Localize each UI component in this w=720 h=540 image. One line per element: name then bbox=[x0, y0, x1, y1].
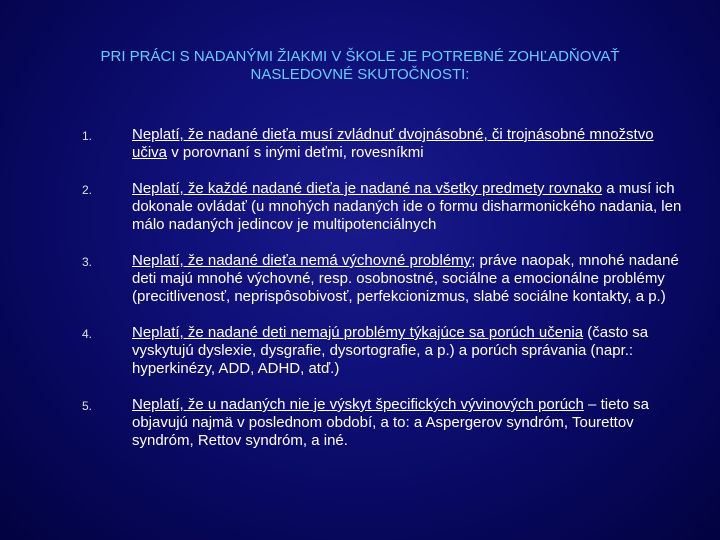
list-item-lead: Neplatí, že nadané dieťa nemá výchovné problémy bbox=[132, 252, 472, 269]
slide-title-line-2: NASLEDOVNÉ SKUTOČNOSTI: bbox=[250, 66, 470, 83]
list-item-text: – tieto sa objavujú najmä v poslednom období, a to: a Aspergerov syndróm, Tourettov syndróm, Rettov syndróm, a iné. bbox=[132, 396, 649, 449]
list-item-text: (často sa vyskytujú dyslexie, dysgrafie, dysortografie, a p.) a porúch správania (napr.: hyperkinézy, ADD, ADHD, atď.) bbox=[132, 324, 649, 377]
list-item-text: v porovnaní s inými deťmi, rovesníkmi bbox=[167, 144, 424, 161]
list-item-number: 1. bbox=[82, 129, 93, 143]
list-item-lead: Neplatí, že u nadaných nie je výskyt špecifických vývinových porúch bbox=[132, 396, 584, 413]
slide-title-line-1: PRI PRÁCI S NADANÝMI ŽIAKMI V ŠKOLE JE POTREBNÉ ZOHĽADŇOVAŤ bbox=[100, 48, 620, 65]
list-item bbox=[82, 396, 682, 450]
list-item bbox=[82, 126, 682, 162]
list-item-text: ; práve naopak, mnohé nadané deti majú mnohé výchovné, resp. osobnostné, sociálne a emocionálne problémy (precitlivenosť, neprispôsobivosť, perfekcionizmus, slabé sociálne kontakty, a p.) bbox=[132, 252, 679, 305]
list-item-number: 3. bbox=[82, 255, 93, 269]
slide-title bbox=[60, 48, 660, 84]
numbered-list bbox=[82, 126, 682, 468]
list-item-lead: Neplatí, že nadané dieťa musí zvládnuť dvojnásobné, či trojnásobné množstvo učiva bbox=[132, 126, 654, 161]
list-item-lead: Neplatí, že každé nadané dieťa je nadané na všetky predmety rovnako bbox=[132, 180, 603, 197]
list-item-text: a musí ich dokonale ovládať (u mnohých nadaných ide o formu disharmonického nadania, len málo nadaných jedincov je multipotenciálnych bbox=[132, 180, 682, 233]
list-item-lead: Neplatí, že nadané deti nemajú problémy týkajúce sa porúch učenia bbox=[132, 324, 584, 341]
list-item-number: 2. bbox=[82, 183, 93, 197]
list-item bbox=[82, 324, 682, 378]
list-item-number: 5. bbox=[82, 399, 93, 413]
list-item bbox=[82, 180, 682, 234]
list-item-number: 4. bbox=[82, 327, 93, 341]
list-item bbox=[82, 252, 682, 306]
